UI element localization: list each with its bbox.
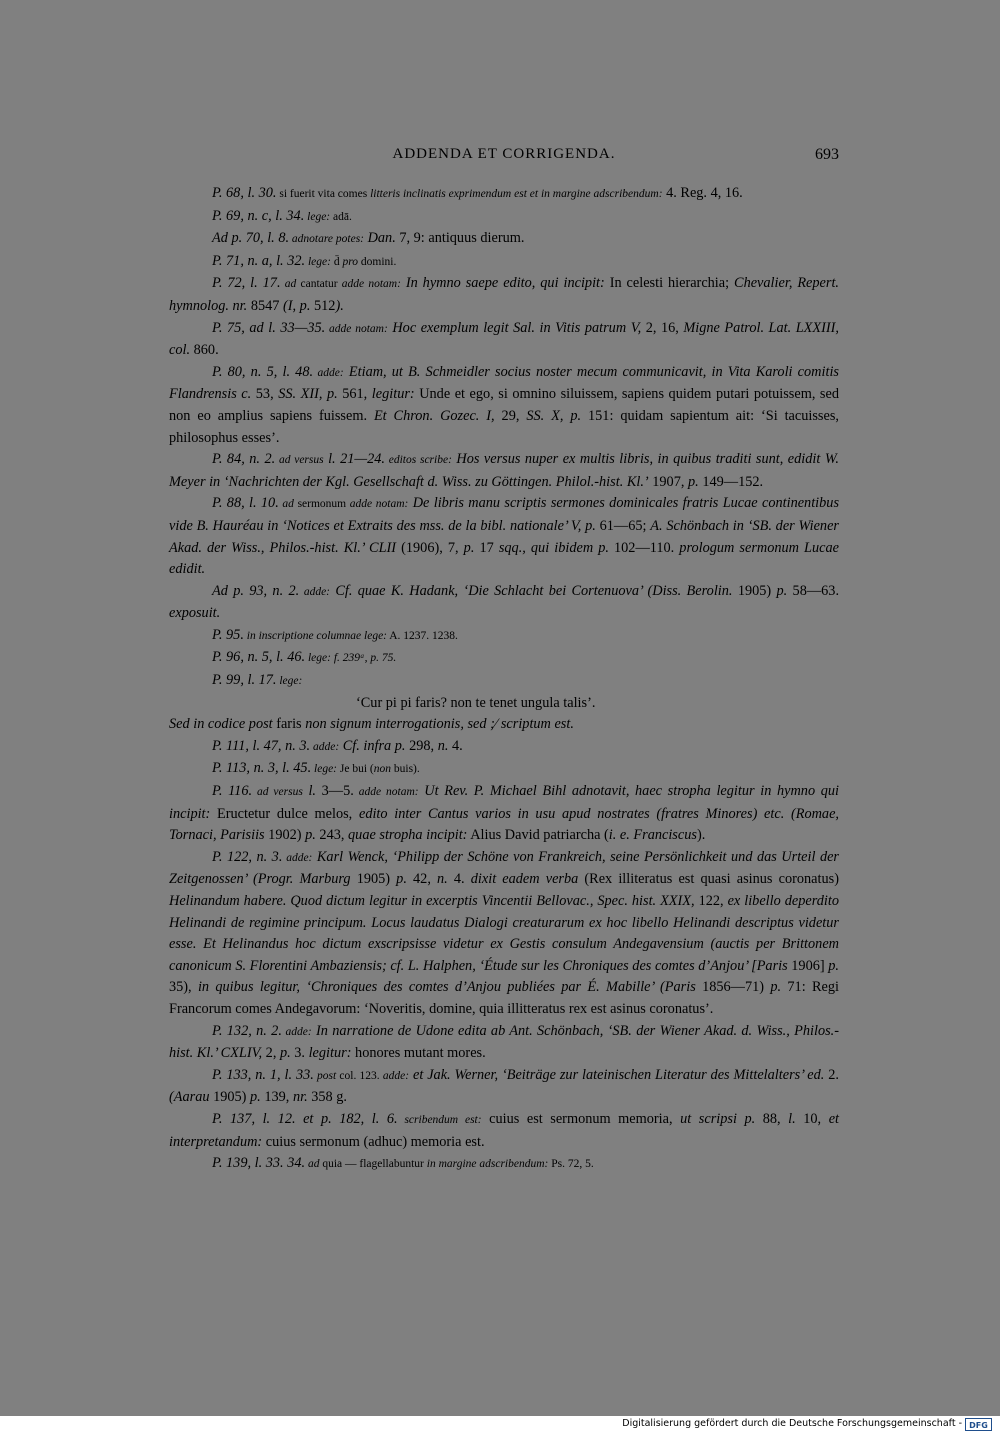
text-run: P. 116. [212,783,253,800]
text-run: Cf. infra p. [339,737,406,754]
text-run: quia — flagellabuntur [319,1158,424,1171]
text-run: P. 111, l. 47, n. 3. [212,737,311,754]
text-run: lege: [276,675,303,688]
text-run: l. 21—24. [323,451,385,468]
corrigendum-entry [169,581,839,625]
corrigendum-entry [169,758,839,781]
text-run: 102—110. [608,539,680,556]
corrigendum-entry [169,206,839,229]
text-run: 35), [169,979,198,996]
text-run: f. 239ᵃ, p. 75. [330,652,397,665]
text-run: ut scripsi p. [680,1110,756,1127]
text-run: P. 68, l. 30. [212,185,277,201]
text-run: n. [437,737,449,754]
text-run: non signum interrogationis, sed ;⁄ scriptum est. [305,716,574,733]
digitization-note: Digitalisierung gefördert durch die Deutsche Forschungsgemeinschaft - [622,1418,962,1429]
text-run: P. 132, n. 2. [212,1022,282,1039]
text-run: 10, [795,1110,829,1127]
text-run: (1906), 7, [396,539,464,556]
text-run: 139, [260,1089,293,1106]
text-run: Eructetur dulce melos, [210,805,359,822]
corrigendum-entry [169,781,839,847]
text-run: adde notam: [337,278,401,291]
text-run: 1905) [209,1089,251,1106]
text-run: ex libello deperdito Helinandi de regimine principum. Locus laudatus Dialogi creaturarum ex hoc libello Helinandi descriptus videtur esse. Et Helinandus hoc dictum exscripsisse videtur ex Gestis consulum Andegavensium (auctis per Brittonem canonicum S. Florentini Ambaziensis; cf. L. Halphen, ‘Étude sur les Chroniques des comtes d’Anjou’ [Paris [169,893,839,974]
text-run: P. 72, l. 17. [212,275,281,292]
text-run: Dan. [364,230,396,247]
text-run: Chevalier, Repert. hymnolog. nr. [169,275,840,314]
corrigendum-entry [169,670,839,693]
text-run: Ad p. 70, l. 8. [212,230,290,247]
text-run: adde: [379,1069,410,1082]
text-run: in quibus legitur, ‘Chroniques des comtes d’Anjou publiées par É. Mabille’ (Paris [197,979,696,996]
text-run: col. 123. [336,1069,380,1082]
text-run: adde notam: [325,322,388,335]
text-run: Ut Rev. P. Michael Bihl adnotavit, haec stropha legitur in hymno qui incipit: [169,783,839,822]
corrigendum-entry [169,183,839,206]
text-run: buis). [391,763,420,776]
text-run: P. 139, l. 33. 34. [212,1155,306,1172]
text-run: lege: [305,255,331,268]
text-run: ). [335,297,344,314]
text-run: 1907, [648,473,689,490]
text-run: ‘Cur pi pi faris? non te tenet ungula talis’. [356,694,596,711]
text-run: adā. [330,210,352,223]
text-run: (I, p. [283,297,311,314]
text-run: Hos versus nuper ex multis libris, in quibus traditi sunt, edidit W. Meyer in ‘Nachrichten der Kgl. Gesellschaft d. Wiss. zu Göttingen. Philol.-hist. Kl.’ [169,451,839,490]
text-run: non [373,763,391,776]
corrigendum-entry [169,736,839,759]
text-run: 149—152. [698,473,764,490]
text-run: Etiam, ut B. Schmeidler socius noster mecum communicavit, in Vita Karoli comitis Flandrensis c. [169,363,839,403]
text-run: si fuerit vita comes [276,188,371,200]
text-run: In celesti hierarchia; [604,275,735,292]
text-run: p. [250,1089,261,1106]
text-run: p. [828,957,839,974]
text-run: lege: [305,652,331,665]
text-run: 7, 9: antiquus dierum. [395,230,525,247]
text-run: Unde et ego, si omnino siluissem, sapiens quidem putari potuissem, sed non eo amplius sapiens fuissem. [169,386,839,424]
text-run: A. 1237. 1238. [387,629,458,642]
text-run: ad versus [252,786,303,799]
text-run: SS. XII, p. [278,386,338,403]
text-run: domini. [358,255,397,268]
text-run: legitur: [371,386,415,403]
text-run: cuius est sermonum memoria, [481,1110,681,1127]
text-run: et Jak. Werner, ‘Beiträge zur lateinischen Literatur des Mittelalters’ ed. [409,1066,825,1083]
text-run: ad [305,1158,320,1171]
text-run: P. 88, l. 10. [212,495,279,512]
text-run: P. 69, n. c, l. 34. [212,207,305,224]
text-run: P. 75, ad l. 33—35. [212,319,326,336]
text-run: p. [463,539,475,556]
text-run: 61—65; [595,517,651,534]
text-run: P. 95. [212,626,244,643]
corrigendum-entry [169,693,839,715]
text-run: P. 122, n. 3. [212,848,283,865]
text-run: Cf. quae K. Hadank, ‘Die Schlacht bei Cortenuova’ (Diss. Berolin. [330,582,733,599]
text-run: post [313,1069,337,1082]
text-run: Ps. 72, 5. [548,1158,594,1171]
text-run: adde: [310,740,340,753]
text-run: ad versus [275,454,324,467]
text-run: Sed in codice post [169,716,273,733]
text-run: lege: [311,763,338,776]
text-run: i. e. Franciscus [608,827,697,844]
text-run: faris [272,716,306,733]
text-run: 358 g. [307,1089,347,1106]
corrigendum-entry [169,1153,839,1176]
text-run: Hoc exemplum legit Sal. in Vitis patrum V, [387,319,642,336]
text-run: adde: [281,1025,312,1038]
text-run: P. 84, n. 2. [212,451,276,468]
corrigendum-entry [169,362,839,449]
footer-bar [0,1416,1000,1434]
text-run: 29, [494,407,527,424]
text-run: 3. [290,1045,309,1062]
text-run: in inscriptione columnae lege: [243,629,387,642]
text-run: A. Schönbach in ‘SB. der Wiener Akad. der Wiss., Philos.-hist. Kl.’ CLII [169,517,839,556]
text-run: In hymno saepe edito, qui incipit: [400,275,605,292]
corrigendum-entry [169,228,839,251]
text-run: sqq., qui ibidem p. [498,539,609,556]
text-run: cantatur [296,278,338,291]
corrigendum-entry [169,318,839,362]
text-run: cuius sermonum (adhuc) memoria est. [262,1133,485,1150]
text-run: edito inter Cantus varios in usu apud nostrates (fratres Minores) etc. (Romae, Tornaci, Parisiis [169,805,840,844]
text-run: sermonum [293,498,347,511]
text-run: 860. [190,342,219,359]
text-run: scribendum est: [397,1113,482,1126]
text-run: 58—63. [787,582,840,599]
text-run: legitur: [308,1045,352,1062]
text-run: n. [437,871,448,888]
text-run: P. 71, n. a, l. 32. [212,252,306,269]
text-run: 1905) [350,871,397,888]
text-run: Karl Wenck, ‘Philipp der Schöne von Frankreich, seine Persönlichkeit und das Urteil der Zeitgenossen’ (Progr. Marburg [169,848,839,888]
text-run: 8547 [247,297,283,314]
text-run: p. [776,582,788,599]
text-run: P. 113, n. 3, l. 45. [212,760,312,777]
text-run: pro [339,255,358,268]
corrigendum-entry [169,714,839,736]
text-run: lege: [304,210,331,223]
text-run: et interpretandum: [169,1110,840,1150]
text-run: adde notam: [353,786,419,799]
text-run: (Aarau [169,1089,210,1106]
text-run: p. [770,979,782,996]
text-run: P. 133, n. 1, l. 33. [212,1066,314,1083]
corrigendum-entry [169,847,839,1021]
text-run: adde: [282,851,313,864]
text-run: 42, [406,871,438,888]
text-run: 122, [694,893,728,909]
text-run: p. [688,473,699,490]
text-run: 243, [315,827,349,844]
text-run: ad [280,278,297,291]
corrigendum-entry [169,273,839,317]
text-run: adnotare potes: [289,233,364,246]
text-run: 2, 16, [641,319,684,336]
text-run: P. 96, n. 5, l. 46. [212,649,306,666]
text-run: ad [278,498,294,511]
text-run: exposuit. [169,605,221,622]
text-run: Et Chron. Gozec. I, [373,407,495,424]
text-run: 298, [405,737,438,754]
text-run: Migne Patrol. Lat. LXXIII, col. [169,319,840,359]
text-run: 4. [448,737,463,754]
text-run: 53, [251,386,279,403]
text-run: ). [696,827,706,844]
text-run: 1905) [732,582,777,599]
running-head [169,146,839,170]
text-run: adde: [299,585,331,598]
text-run: p. [279,1045,291,1062]
text-run: 17 [474,539,499,556]
corrigendum-entry [169,1065,839,1109]
corrigendum-entry [169,1021,839,1065]
corrigendum-entry [169,647,839,670]
text-run: Je bui ( [337,763,374,776]
text-run: p. [305,827,316,844]
text-run: in margine adscribendum: [423,1158,549,1171]
text-run: Ad p. 93, n. 2. [212,582,300,599]
text-run: 4. Reg. 4, 16. [662,185,743,201]
text-run: 512 [310,297,336,314]
text-run: p. [396,871,407,888]
text-run: SS. X, p. [526,407,582,424]
corrigendum-entry [169,449,839,493]
text-run: (Rex illiteratus est quasi asinus coronatus) [578,871,839,888]
text-run: litteris inclinatis exprimendum est et in margine adscribendum: [370,188,663,200]
text-run: De libris manu scriptis sermones dominicales fratris Lucae continentibus vide B. Hauréau in ‘Notices et Extraits des mss. de la bibl. nationale’ V, p. [169,495,840,534]
corrigendum-entry [169,625,839,648]
text-run: adde notam: [346,498,409,511]
text-run: P. 80, n. 5, l. 48. [212,363,314,380]
text-run: dixit eadem verba [470,871,579,888]
corrigendum-entry [169,493,839,580]
text-run: quae stropha incipit: [348,827,468,844]
text-run: 88, [755,1110,789,1127]
dfg-logo: DFG [965,1418,992,1431]
page-number: 693 [815,146,839,163]
text-run: 71: Regi Francorum comes Andegavorum: ‘Noveritis, domine, quia illitteratus rex est asinus coronatus’. [169,979,839,1017]
text-run: 1906] [787,957,829,974]
text-run: d̄ [330,255,340,268]
text-run: nr. [292,1089,308,1106]
text-run: P. 137, l. 12. et p. 182, l. 6. [212,1110,398,1127]
text-run: l. [788,1110,796,1127]
running-title: ADDENDA ET CORRIGENDA. [392,146,616,162]
text-run: editos scribe: [384,454,452,467]
text-run: P. 99, l. 17. [212,672,277,689]
text-run: honores mutant mores. [351,1045,486,1062]
text-run: 151: quidam sapientum ait: ‘Si tacuisses, philosophus esses’. [169,407,839,446]
text-run: In narratione de Udone edita ab Ant. Schönbach, ‘SB. der Wiener Akad. d. Wiss., Philos.-hist. Kl.’ CXLIV, [169,1022,840,1062]
corrigendum-entry [169,1109,839,1153]
text-run: 3—5. [316,783,354,800]
text-run: adde: [313,366,344,379]
text-run: 561, [337,386,372,403]
text-run: prologum sermonum Lucae edidit. [169,539,839,578]
text-run: 2. [824,1066,839,1083]
corrigenda-body [169,183,839,1176]
text-run: l. [302,783,317,800]
text-run: 1856—71) [695,979,771,996]
text-run: Helinandum habere. Quod dictum legitur in excerptis Vincentii Bellovac., Spec. hist. XXIX, [169,893,695,909]
corrigendum-entry [169,251,839,274]
text-run: 1902) [264,827,306,844]
text-run: 4. [447,871,471,888]
text-run: Alius David patriarcha ( [467,827,609,844]
text-run: 2, [262,1045,280,1062]
